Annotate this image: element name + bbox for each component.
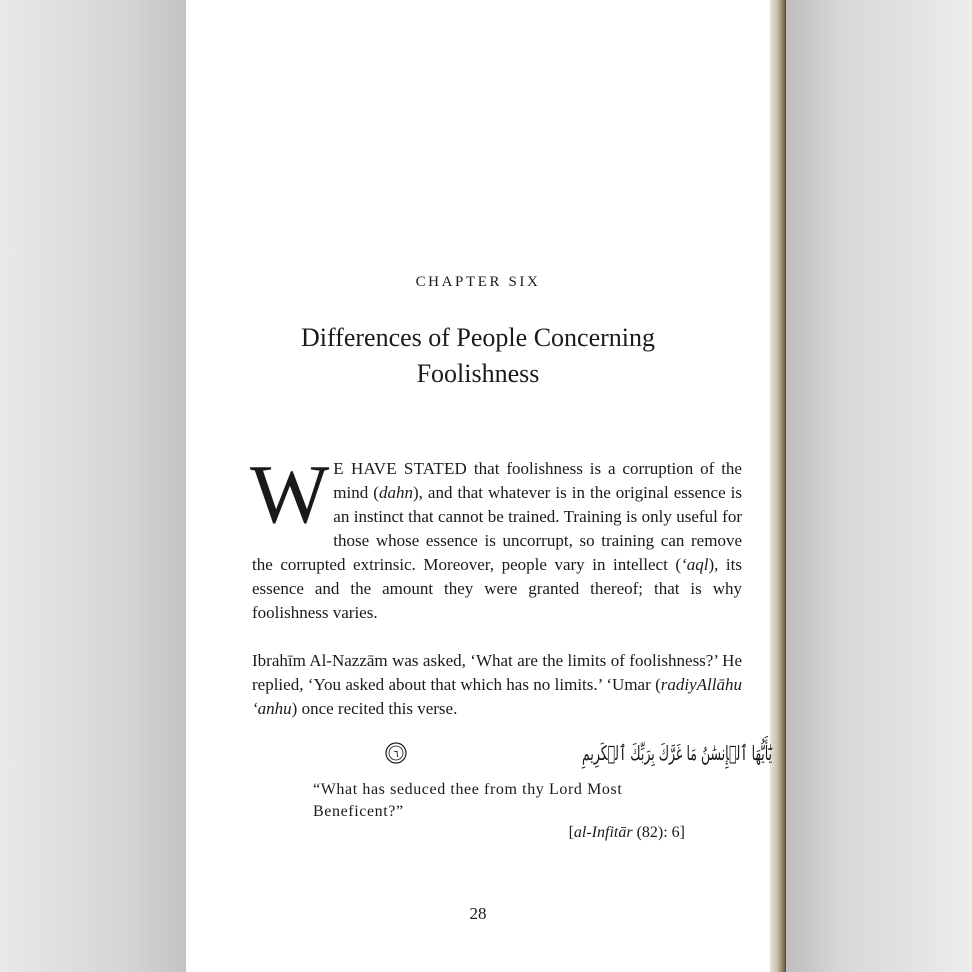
term-dahn: dahn xyxy=(378,483,413,502)
ayah-number: ٦ xyxy=(393,749,399,760)
page-edge xyxy=(770,0,786,972)
chapter-title-line-2: Foolishness xyxy=(416,359,540,388)
arabic-verse-text: يَٰٓأَيُّهَا ٱلۡإِنسَٰنُ مَا غَرَّكَ بِرَبِّكَ ٱلۡكَرِيمِ xyxy=(582,741,886,765)
citation-reference: (82): 6] xyxy=(632,824,685,841)
verse-citation xyxy=(470,824,685,842)
term-aql: ‘aql xyxy=(681,555,709,574)
page-number: 28 xyxy=(469,904,487,923)
paragraph-1-text-a: that foolishness is a corruption of the mind ( xyxy=(333,459,742,502)
chapter-title xyxy=(186,320,770,392)
drop-cap: W xyxy=(250,448,330,541)
arabic-verse xyxy=(382,736,886,768)
lead-in: E HAVE STATED xyxy=(333,459,468,478)
chapter-label: CHAPTER SIX xyxy=(415,274,541,290)
verse-translation: “What has seduced thee from thy Lord Most Beneficent?” xyxy=(313,781,623,820)
chapter-title-line-1: Differences of People Concerning xyxy=(300,323,655,352)
backdrop-right xyxy=(786,0,972,972)
paragraph-2-text-b: ) once recited this verse. xyxy=(291,699,458,718)
ayah-marker-icon xyxy=(386,743,406,763)
citation-surah: al-Infitār xyxy=(573,824,633,841)
paragraph-1-text-c: ), its essence and the amount they were granted thereof; that is why foolishness varies. xyxy=(252,555,742,622)
honorific: radiyAllāhu ‘anhu xyxy=(252,675,742,718)
paragraph-1-text-b: ), and that whatever is in the original essence is an instinct that cannot be trained. Training is only useful for those whose essence is uncorrupt, so training can remove the corrupted extrinsic. Moreover, people vary in intellect ( xyxy=(252,483,742,574)
citation-bracket: [ xyxy=(568,824,574,841)
paragraph-2-text-a: Ibrahīm Al-Nazzām was asked, ‘What are the limits of foolishness?’ He replied, ‘You asked about that which has no limits.’ ‘Umar ( xyxy=(252,651,742,694)
backdrop-left xyxy=(0,0,186,972)
paragraph-2 xyxy=(252,649,742,721)
paragraph-1 xyxy=(250,448,742,625)
